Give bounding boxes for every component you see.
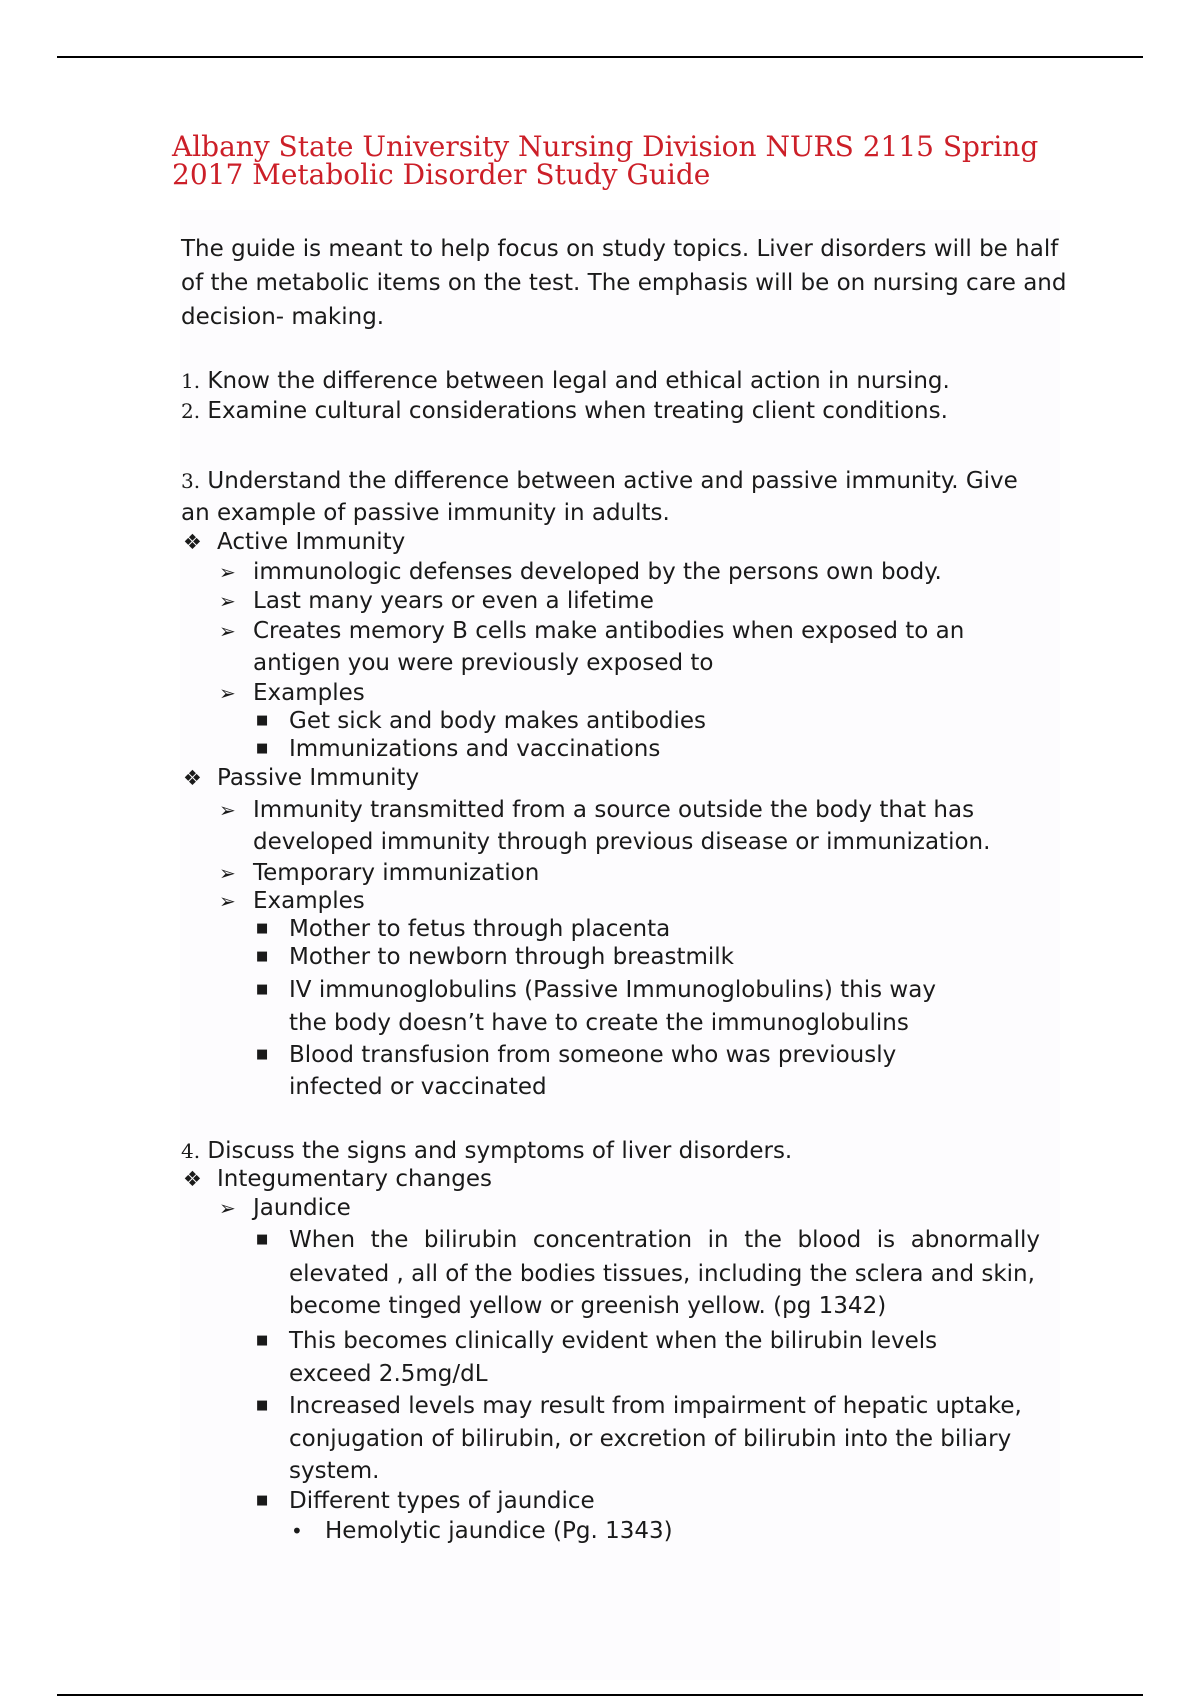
active-immunity-heading: Active Immunity — [217, 529, 406, 555]
jaundice-point-3-cont: conjugation of bilirubin, or excretion of bilirubin into the biliary — [289, 1426, 1012, 1452]
jaundice-point-1-cont: become tinged yellow or greenish yellow. (pg 1342) — [289, 1293, 887, 1319]
list-item-3-cont: an example of passive immunity in adults. — [181, 500, 670, 526]
list-item-2 — [181, 396, 948, 426]
passive-example-3: IV immunoglobulins (Passive Immunoglobulins) this way — [289, 977, 936, 1003]
square-bullet-icon: ■ — [256, 982, 269, 997]
passive-bullet-1: Immunity transmitted from a source outside the body that has — [253, 797, 975, 823]
jaundice-type-1: Hemolytic jaundice (Pg. 1343) — [325, 1518, 673, 1544]
square-bullet-icon: ■ — [256, 1232, 269, 1247]
intro-line-1: The guide is meant to help focus on study topics. Liver disorders will be half — [181, 236, 1059, 262]
item-text: Examine cultural considerations when treating client conditions. — [207, 398, 948, 424]
jaundice-point-4: Different types of jaundice — [289, 1488, 595, 1514]
arrow-bullet-icon: ➢ — [219, 589, 236, 613]
arrow-bullet-icon: ➢ — [219, 861, 236, 885]
square-bullet-icon: ■ — [256, 741, 269, 756]
list-item-3 — [181, 464, 1018, 498]
arrow-bullet-icon: ➢ — [219, 798, 236, 822]
passive-bullet-1-cont: developed immunity through previous disease or immunization. — [253, 829, 991, 855]
arrow-bullet-icon: ➢ — [219, 560, 236, 584]
jaundice-point-1: When the bilirubin concentration in the blood is abnormally — [289, 1227, 1040, 1253]
square-bullet-icon: ■ — [256, 921, 269, 936]
intro-line-2: of the metabolic items on the test. The emphasis will be on nursing care and — [181, 270, 1067, 296]
square-bullet-icon: ■ — [256, 1493, 269, 1508]
title-line-1: Albany State University Nursing Division NURS 2115 Spring — [172, 130, 1039, 163]
active-example-2: Immunizations and vaccinations — [289, 736, 661, 762]
active-bullet-2: Last many years or even a lifetime — [253, 588, 654, 614]
passive-example-4: Blood transfusion from someone who was previously — [289, 1042, 897, 1068]
jaundice-heading: Jaundice — [253, 1195, 351, 1221]
passive-example-1: Mother to fetus through placenta — [289, 916, 671, 942]
diamond-bullet-icon: ❖ — [183, 766, 202, 790]
arrow-bullet-icon: ➢ — [219, 1196, 236, 1220]
item-number: 4. — [181, 1139, 201, 1163]
dot-bullet-icon: • — [291, 1519, 303, 1543]
list-item-4 — [181, 1136, 792, 1166]
item-number: 2. — [181, 399, 201, 423]
item-text: Discuss the signs and symptoms of liver disorders. — [207, 1138, 793, 1164]
passive-bullet-2: Temporary immunization — [253, 860, 540, 886]
active-bullet-3-cont: antigen you were previously exposed to — [253, 650, 714, 676]
arrow-bullet-icon: ➢ — [219, 681, 236, 705]
diamond-bullet-icon: ❖ — [183, 530, 202, 554]
integumentary-heading: Integumentary changes — [217, 1166, 492, 1192]
bottom-rule — [57, 1694, 1143, 1696]
jaundice-point-2: This becomes clinically evident when the bilirubin levels — [289, 1328, 938, 1354]
square-bullet-icon: ■ — [256, 713, 269, 728]
item-text: Understand the difference between active and passive immunity. Give — [207, 468, 1018, 494]
item-text: Know the difference between legal and ethical action in nursing. — [207, 368, 950, 394]
item-number: 1. — [181, 369, 201, 393]
item-number: 3. — [181, 469, 201, 493]
arrow-bullet-icon: ➢ — [219, 889, 236, 913]
jaundice-point-3: Increased levels may result from impairment of hepatic uptake, — [289, 1393, 1022, 1419]
square-bullet-icon: ■ — [256, 1047, 269, 1062]
jaundice-point-2-cont: exceed 2.5mg/dL — [289, 1361, 488, 1387]
diamond-bullet-icon: ❖ — [183, 1167, 202, 1191]
jaundice-point-3-cont: system. — [289, 1458, 380, 1484]
passive-bullet-3: Examples — [253, 888, 365, 914]
intro-line-3: decision- making. — [181, 304, 385, 330]
square-bullet-icon: ■ — [256, 949, 269, 964]
active-example-1: Get sick and body makes antibodies — [289, 708, 707, 734]
arrow-bullet-icon: ➢ — [219, 619, 236, 643]
square-bullet-icon: ■ — [256, 1333, 269, 1348]
passive-example-3-cont: the body doesn’t have to create the immunoglobulins — [289, 1010, 909, 1036]
passive-immunity-heading: Passive Immunity — [217, 765, 420, 791]
title-line-2: 2017 Metabolic Disorder Study Guide — [172, 158, 711, 191]
active-bullet-1: immunologic defenses developed by the persons own body. — [253, 559, 942, 585]
square-bullet-icon: ■ — [256, 1398, 269, 1413]
list-item-1 — [181, 366, 950, 396]
passive-example-4-cont: infected or vaccinated — [289, 1074, 547, 1100]
active-bullet-4: Examples — [253, 680, 365, 706]
passive-example-2: Mother to newborn through breastmilk — [289, 944, 734, 970]
active-bullet-3: Creates memory B cells make antibodies when exposed to an — [253, 618, 965, 644]
jaundice-point-1-cont: elevated , all of the bodies tissues, including the sclera and skin, — [289, 1261, 1035, 1287]
